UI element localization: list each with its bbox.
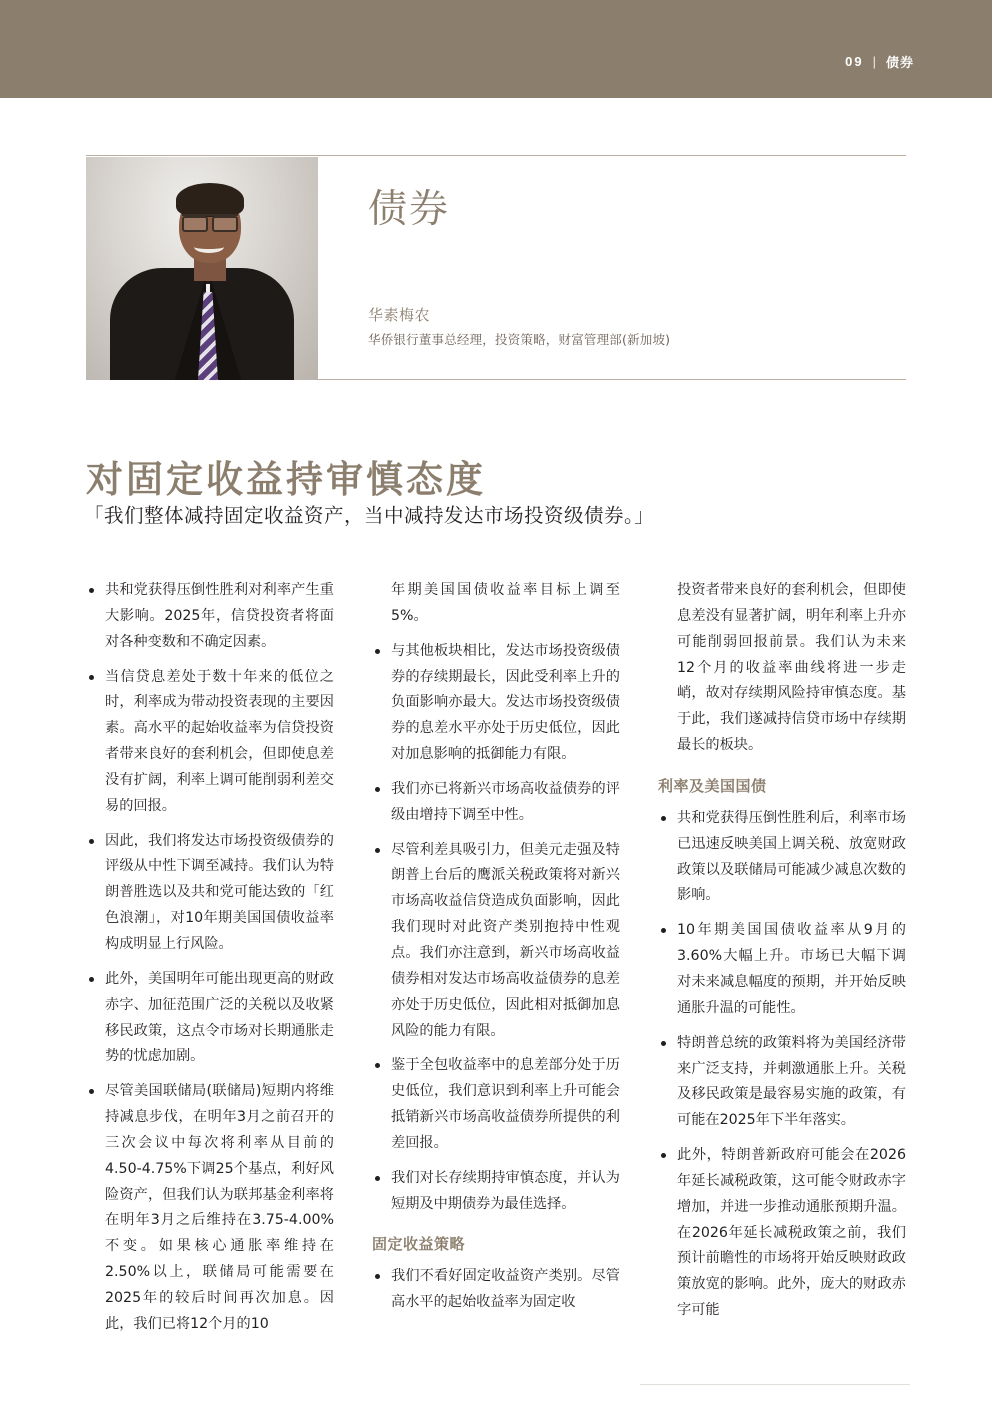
subhead-rates-and-treasuries: 利率及美国国债 [658, 776, 767, 795]
article-body-columns [86, 578, 906, 1347]
column-1 [86, 578, 334, 1347]
header-band [0, 0, 992, 98]
column-3 [658, 578, 906, 1347]
list-item: 我们亦已将新兴市场高收益债券的评级由增持下调至中性。 [372, 777, 620, 829]
list-item: 因此，我们将发达市场投资级债券的评级从中性下调至减持。我们认为特朗普胜选以及共和党可能达致的「红色浪潮」，对10年期美国国债收益率构成明显上行风险。 [86, 829, 334, 958]
column-1-bullet-list [86, 578, 334, 1338]
list-item: 与其他板块相比，发达市场投资级债券的存续期最长，因此受利率上升的负面影响亦最大。发达市场投资级债券的息差水平亦处于历史低位，因此对加息影响的抵御能力有限。 [372, 639, 620, 768]
header-section-label: 债券 [885, 55, 914, 70]
subhead-fixed-income-strategy: 固定收益策略 [372, 1235, 466, 1254]
section-title: 债券 [368, 187, 451, 232]
author-role: 华侨银行董事总经理，投资策略，财富管理部(新加坡) [368, 332, 671, 347]
list-item: 当信贷息差处于数十年来的低位之时，利率成为带动投资表现的主要因素。高水平的起始收益率为信贷投资者带来良好的套利机会，但即使息差没有扩阔，利率上调可能削弱利差交易的回报。 [86, 665, 334, 820]
portrait-smile [194, 241, 224, 253]
column-2 [372, 578, 620, 1347]
list-item: 10年期美国国债收益率从9月的3.60%大幅上升。市场已大幅下调对未来减息幅度的预期，并开始反映通胀升温的可能性。 [658, 918, 906, 1021]
article-standfirst: 「我们整体减持固定收益资产，当中减持发达市场投资级债券。」 [84, 504, 655, 527]
column-3-bullet-list [658, 806, 906, 1324]
list-item: 此外，特朗普新政府可能会在2026年延长减税政策，这可能令财政赤字增加，并进一步推动通胀预期升温。在2026年延长减税政策之前，我们预计前瞻性的市场将开始反映财政政策放宽的影响。此外，庞大的财政赤字可能 [658, 1143, 906, 1324]
list-item: 特朗普总统的政策料将为美国经济带来广泛支持，并刺激通胀上升。关税及移民政策是最容易实施的政策，有可能在2025年下半年落实。 [658, 1031, 906, 1134]
author-portrait-photo [86, 157, 318, 380]
article-headline: 对固定收益持审慎态度 [86, 457, 486, 501]
list-item: 我们对长存续期持审慎态度，并认为短期及中期债券为最佳选择。 [372, 1166, 620, 1218]
list-item: 共和党获得压倒性胜利对利率产生重大影响。2025年，信贷投资者将面对各种变数和不确定因素。 [86, 578, 334, 656]
column-3-continuation: 投资者带来良好的套利机会，但即使息差没有显著扩阔，明年利率上升亦可能削弱回报前景。我们认为未来12个月的收益率曲线将进一步走峭，故对存续期风险持审慎态度。基于此，我们遂减持信贷市场中存续期最长的板块。 [677, 582, 906, 754]
list-item: 鉴于全包收益率中的息差部分处于历史低位，我们意识到利率上升可能会抵销新兴市场高收益债券所提供的利差回报。 [372, 1053, 620, 1156]
author-block [86, 155, 906, 380]
list-item: 此外，美国明年可能出现更高的财政赤字、加征范围广泛的关税以及收紧移民政策，这点令市场对长期通胀走势的忧虑加剧。 [86, 967, 334, 1070]
author-name: 华素梅农 [368, 306, 431, 324]
list-item: 我们不看好固定收益资产类别。尽管高水平的起始收益率为固定收 [372, 1264, 620, 1316]
portrait-hair [176, 183, 244, 217]
column-2-continuation: 年期美国国债收益率目标上调至5%。 [391, 582, 620, 624]
column-2-bullet-list-2 [372, 1264, 620, 1316]
list-item: 尽管美国联储局(联储局)短期内将维持减息步伐，在明年3月之前召开的三次会议中每次将利率从目前的4.50-4.75%下调25个基点，利好风险资产，但我们认为联邦基金利率将在明年3月之后维持在3.75-4.00%不变。如果核心通胀率维持在2.50%以上，联储局可能需要在2025年的较后时间再次加息。因此，我们已将12个月的10 [86, 1079, 334, 1337]
author-text-area [318, 156, 906, 379]
column-2-bullet-list [372, 639, 620, 1218]
list-item: 共和党获得压倒性胜利后，利率市场已迅速反映美国上调关税、放宽财政政策以及联储局可能减少减息次数的影响。 [658, 806, 906, 909]
glasses-icon [182, 214, 238, 227]
page-number: 09 [845, 54, 864, 69]
header-meta [845, 52, 914, 71]
header-separator: | [872, 54, 877, 69]
footer-divider [640, 1384, 910, 1385]
list-item: 尽管利差具吸引力，但美元走强及特朗普上台后的鹰派关税政策将对新兴市场高收益信贷造成负面影响，因此我们现时对此资产类别抱持中性观点。我们亦注意到，新兴市场高收益债券相对发达市场高收益债券的息差亦处于历史低位，因此相对抵御加息风险的能力有限。 [372, 838, 620, 1045]
